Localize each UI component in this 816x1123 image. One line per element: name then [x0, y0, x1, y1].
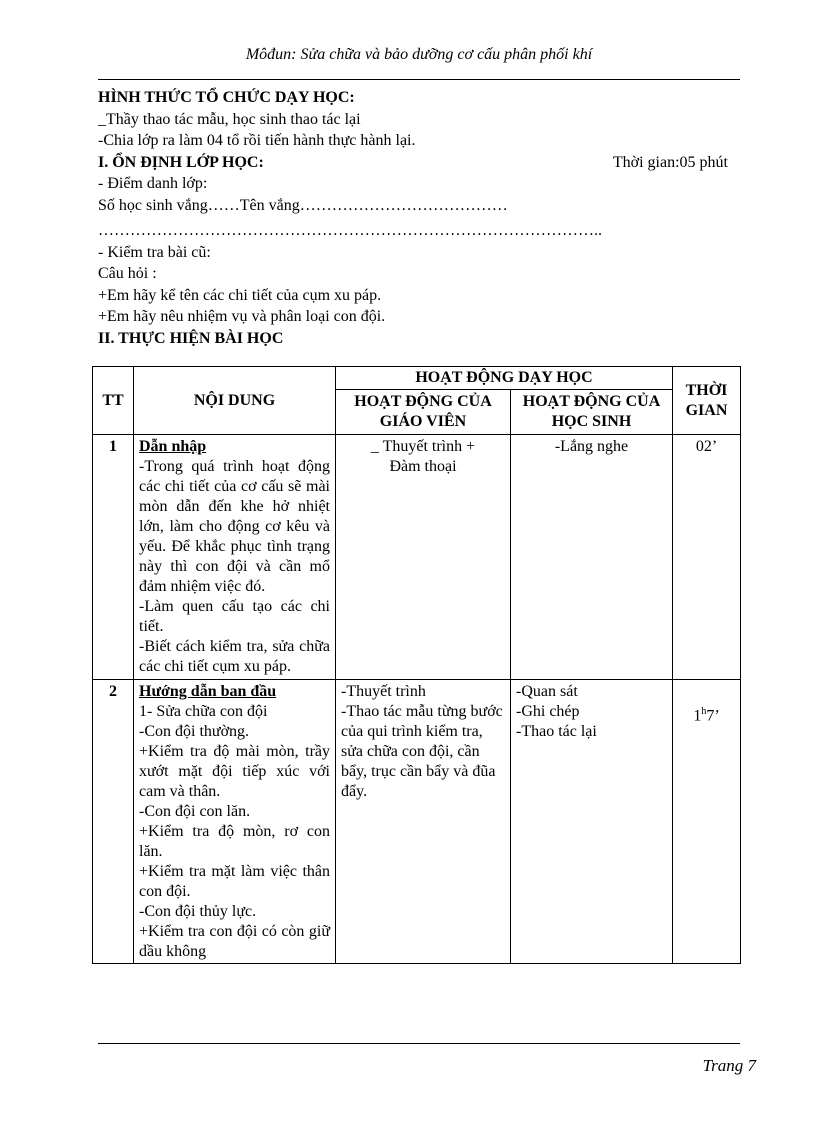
row-title: Dẫn nhập [139, 438, 207, 455]
header-tt: TT [93, 367, 134, 435]
content-line: +Kiểm tra độ mài mòn, trầy xướt mặt đội tiếp xúc với cam và thân. [139, 743, 330, 800]
question-2: +Em hãy nêu nhiệm vụ và phân loại con đội. [98, 308, 386, 325]
row-content [134, 435, 336, 680]
student-activity [511, 680, 673, 964]
section-1-row [98, 152, 740, 174]
teacher-activity: _ Thuyết trình + Đàm thoại [336, 435, 511, 680]
form-line-1: _Thầy thao tác mẫu, học sinh thao tác lại [98, 110, 361, 128]
header-student: HOẠT ĐỘNG CỦA HỌC SINH [511, 390, 673, 435]
intro-section [98, 87, 740, 349]
dotted-line: ………………………………………………………………………………….. [98, 222, 602, 239]
student-step: -Ghi chép [516, 703, 580, 720]
time-hours: 1 [693, 707, 702, 725]
attendance-line: - Điểm danh lớp: [98, 175, 208, 192]
content-line: -Con đội thường. [139, 723, 250, 740]
header-divider [98, 79, 740, 80]
content-line: -Con đội con lăn. [139, 803, 251, 820]
time-hour-unit: h [701, 706, 707, 717]
content-line: -Biết cách kiểm tra, sửa chữa các chi tiết cụm xu páp. [139, 638, 330, 675]
header-teacher: HOẠT ĐỘNG CỦA GIÁO VIÊN [336, 390, 511, 435]
header-time: THỜI GIAN [673, 367, 741, 435]
content-line: 1- Sửa chữa con đội [139, 703, 268, 720]
questions-label: Câu hỏi : [98, 265, 157, 282]
header-activity: HOẠT ĐỘNG DẠY HỌC [336, 367, 673, 390]
student-step: -Thao tác lại [516, 723, 597, 740]
teacher-activity: -Thuyết trình -Thao tác mẫu từng bước của qui trình kiểm tra, sửa chữa con đội, cần bẩy, trục cần bẩy và đũa đẩy. [336, 680, 511, 964]
footer-divider [98, 1043, 740, 1044]
time-minutes: 7’ [706, 707, 720, 725]
question-1: +Em hãy kể tên các chi tiết của cụm xu páp. [98, 286, 382, 304]
table-row [93, 680, 741, 964]
module-title: Môđun: Sửa chữa và bảo dưỡng cơ cấu phân phối khí [245, 46, 593, 63]
header-content: NỘI DUNG [134, 367, 336, 435]
content-line: +Kiểm tra con đội có còn giữ dầu không [139, 923, 330, 960]
table-row [93, 435, 741, 680]
row-number: 1 [93, 435, 134, 680]
form-line-2: -Chia lớp ra làm 04 tổ rồi tiến hành thực hành lại. [98, 132, 416, 149]
row-time [673, 680, 741, 964]
section-1-time: Thời gian:05 phút [612, 153, 728, 171]
content-line: -Con đội thủy lực. [139, 903, 257, 920]
student-step: -Quan sát [516, 683, 578, 700]
student-activity: -Lắng nghe [511, 435, 673, 680]
row-time: 02’ [673, 435, 741, 680]
page-number: Trang 7 [702, 1056, 756, 1075]
section-2-heading: II. THỰC HIỆN BÀI HỌC [98, 329, 284, 347]
content-line: -Làm quen cấu tạo các chi tiết. [139, 598, 330, 635]
row-content [134, 680, 336, 964]
absent-line: Số học sinh vắng……Tên vắng………………………………… [98, 196, 508, 214]
lesson-table [92, 366, 741, 964]
content-line: -Trong quá trình hoạt động các chi tiết của cơ cấu sẽ mài mòn dẫn đến khe hở nhiệt lớn, làm cho động cơ kêu và yếu. Để khắc phục tình trạng này thì con đội và cần mổ đảm nhiệm việc đó. [139, 458, 330, 595]
section-1-heading: I. ỔN ĐỊNH LỚP HỌC: [98, 153, 264, 171]
row-number: 2 [93, 680, 134, 964]
content-line: +Kiểm tra độ mòn, rơ con lăn. [139, 823, 330, 860]
old-lesson-line: - Kiểm tra bài cũ: [98, 243, 211, 261]
row-title: Hướng dẫn ban đầu [139, 683, 277, 700]
content-line: +Kiểm tra mặt làm việc thân con đội. [139, 863, 330, 900]
form-heading: HÌNH THỨC TỔ CHỨC DẠY HỌC: [98, 89, 355, 106]
